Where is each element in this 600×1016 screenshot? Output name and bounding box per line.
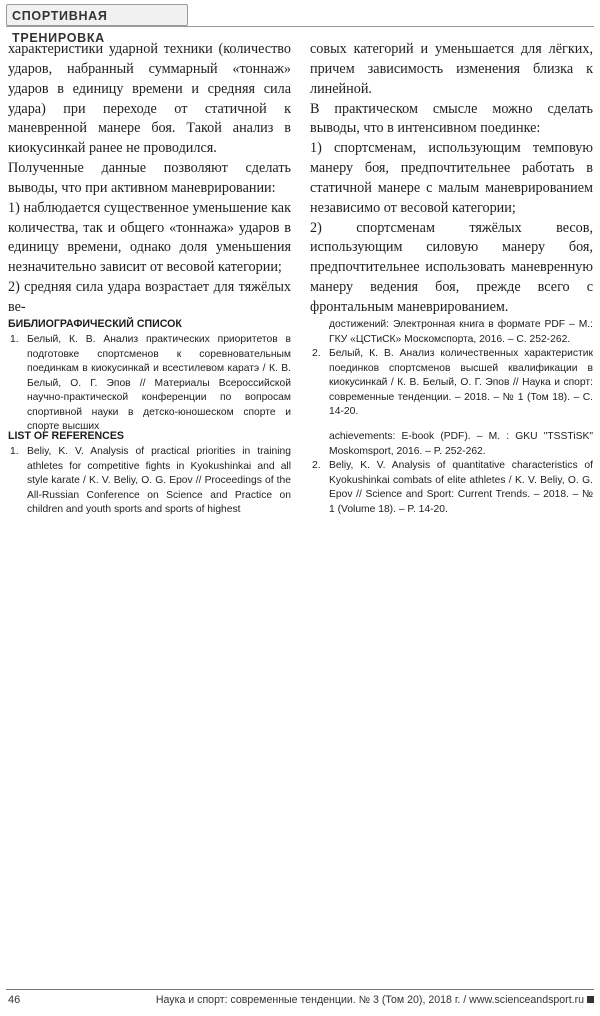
page-number: 46 xyxy=(8,994,21,1006)
reference-continuation: achievements: E-book (PDF). – M. : GKU "TSSTiSK" Moskomsport, 2016. – P. 252-262. xyxy=(329,431,593,457)
reference-text: Белый, К. В. Анализ количественных характеристик поединков спортсменов высшей квалификации в киокусинкай / К. В. Белый, О. Г. Эпов // Наука и спорт: современные тенденции. – 2018. – № 1 (Том 18). – С. 14-20. xyxy=(329,348,593,417)
body-column-right xyxy=(310,40,593,318)
body-paragraph: совых категорий и уменьшается для лёгких, причем зависимость изменения близка к линейной. xyxy=(310,41,593,97)
body-column-left xyxy=(8,40,291,318)
bibliography-title: БИБЛИОГРАФИЧЕСКИЙ СПИСОК xyxy=(8,318,182,330)
body-paragraph: характеристики ударной техники (количество ударов, набранный суммарный «тоннаж» ударов в единицу времени и средняя сила удара) при переходе от статичной к маневренной манере боя. Такой анализ в киокусинкай ранее не проводился. xyxy=(8,41,291,157)
reference-number: 1. xyxy=(10,446,19,457)
footer-divider xyxy=(6,989,594,990)
body-paragraph: В практическом смысле можно сделать выводы, что в интенсивном поединке: xyxy=(310,100,593,137)
body-paragraph: 1) наблюдается существенное уменьшение как количества, так и общего «тоннажа» ударов в единицу времени, однако доля уменьшения незначительно зависит от весовой категории; xyxy=(8,199,291,276)
references-title: LIST OF REFERENCES xyxy=(8,430,124,442)
body-paragraph: 1) спортсменам, использующим темповую манеру боя, предпочтительнее работать в статичной манере с малым маневрированием независимо от весовой категории; xyxy=(310,140,593,216)
header-divider xyxy=(6,26,594,27)
bibliography-list-right xyxy=(310,318,593,420)
reference-number: 2. xyxy=(312,348,321,359)
reference-item xyxy=(8,333,291,435)
section-title: СПОРТИВНАЯ ТРЕНИРОВКА xyxy=(12,9,108,45)
journal-info: Наука и спорт: современные тенденции. № 3 (Том 20), 2018 г. / www.scienceandsport.ru xyxy=(155,994,584,1006)
body-paragraph: 2) спортсменам тяжёлых весов, использующим силовую манеру боя, предпочтительнее использовать маневренную манеру ведения боя, прежде всего с фронтальным маневрированием. xyxy=(310,219,593,315)
reference-text: Beliy, K. V. Analysis of quantitative characteristics of Kyokushinkai combats of elite athletes / K. V. Beliy, O. G. Epov // Science and Sport: Current Trends. – 2018. – № 1 (Volume 18). – P. 14-20. xyxy=(329,460,593,515)
reference-item xyxy=(310,459,593,517)
reference-item xyxy=(8,445,291,518)
reference-text: Белый, К. В. Анализ практических приоритетов в подготовке спортсменов к соревновательным поединкам в киокусинкай и всестилевом каратэ / К. В. Белый, О. Г. Эпов // Материалы Всероссийской научно-практической конференции по вопросам спортивной науки в детско-юношеском спорте и спорте высших xyxy=(27,334,291,432)
reference-text: Beliy, K. V. Analysis of practical priorities in training athletes for competitive fights in Kyokushinkai and all style karate / K. V. Beliy, O. G. Epov // Proceedings of the All-Russian Conference on Science and Practice on children and youth sports and sports of highest xyxy=(27,446,291,515)
body-paragraph: 2) средняя сила удара возрастает для тяжёлых ве- xyxy=(8,279,291,315)
section-header xyxy=(6,4,188,45)
page-footer xyxy=(8,994,594,1010)
references-list-right xyxy=(310,430,593,517)
end-mark-icon xyxy=(587,996,594,1003)
reference-continuation: достижений: Электронная книга в формате PDF – М.: ГКУ «ЦСТиСК» Москомспорта, 2016. – С. 252-262. xyxy=(329,319,593,345)
reference-number: 2. xyxy=(312,460,321,471)
references-list-left xyxy=(8,445,291,518)
bibliography-list-left xyxy=(8,333,291,435)
reference-number: 1. xyxy=(10,334,19,345)
reference-item xyxy=(310,347,593,420)
body-paragraph: Полученные данные позволяют сделать выводы, что при активном маневрировании: xyxy=(8,160,291,196)
